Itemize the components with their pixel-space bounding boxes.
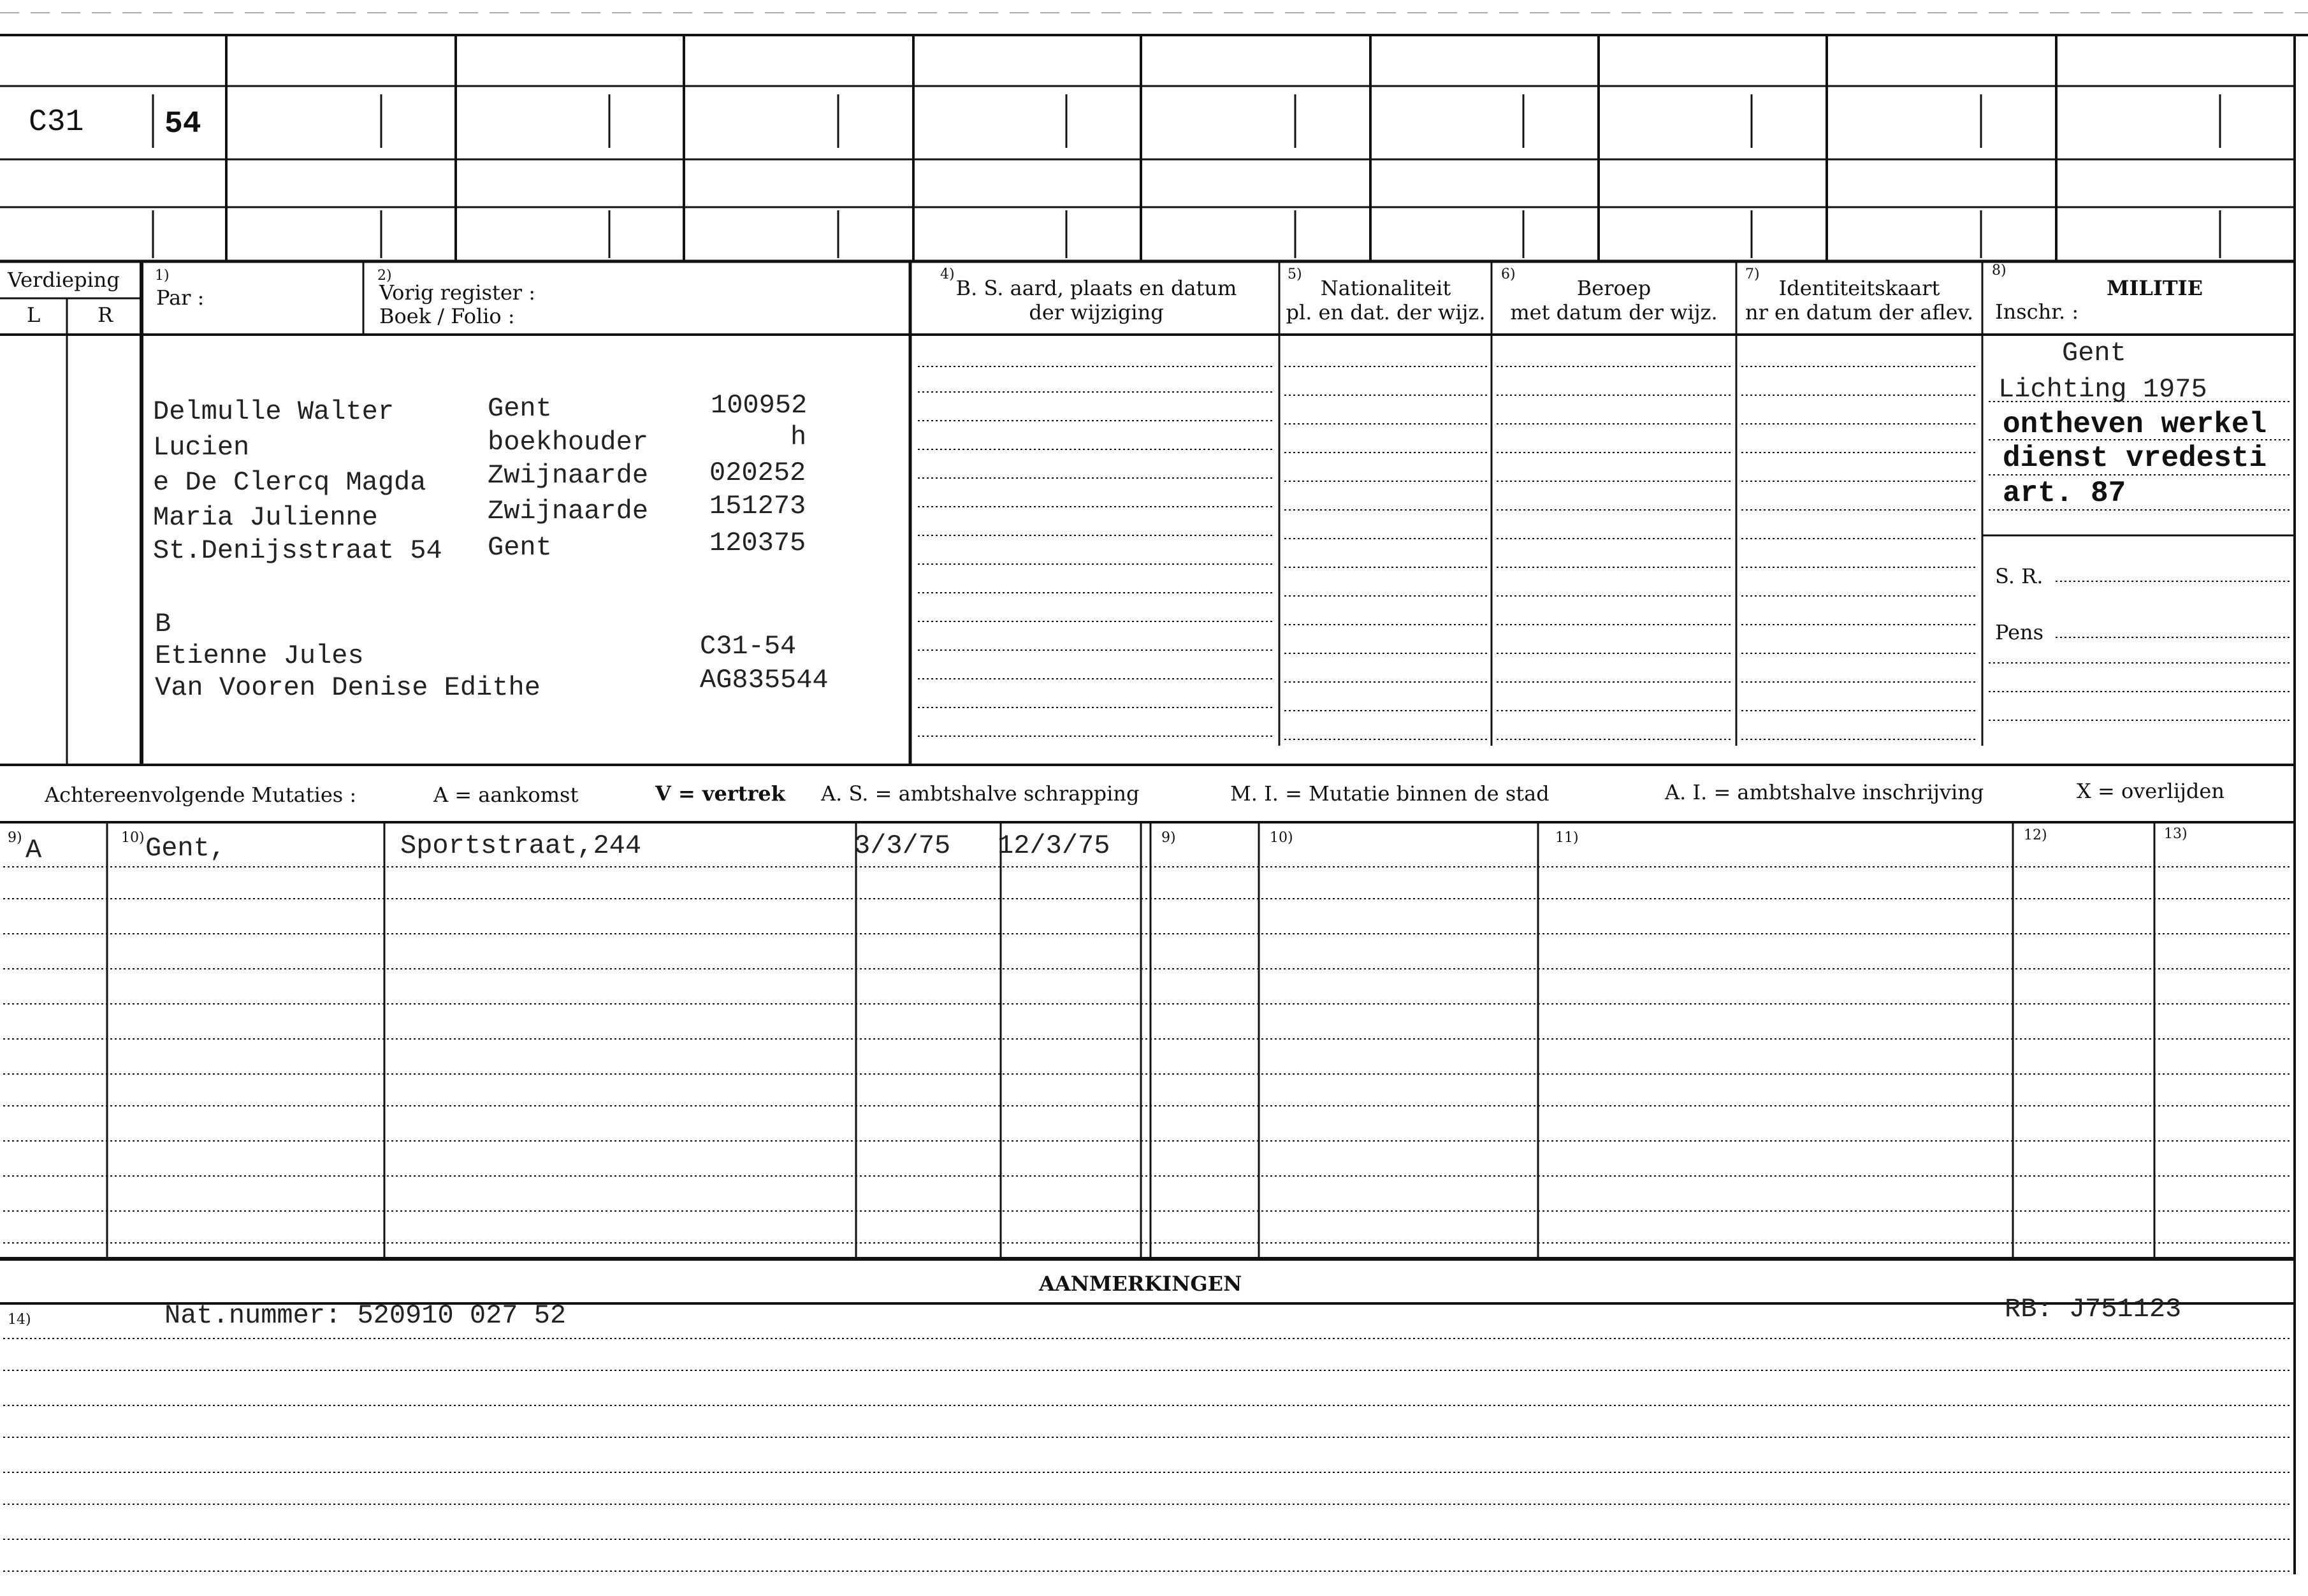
note-5: 5): [1288, 266, 1302, 282]
par-label: Par :: [156, 286, 205, 310]
note-4: 4): [940, 266, 955, 282]
col5-header-line2: pl. en dat. der wijz.: [1286, 300, 1486, 324]
boek-folio-label: Boek / Folio :: [379, 304, 515, 328]
militie-title: MILITIE: [2107, 276, 2203, 300]
person-line3-place: Zwijnaarde: [488, 460, 649, 491]
col6-header: [1493, 276, 1734, 324]
col4-header-line2: der wijziging: [1029, 300, 1164, 324]
note-1: 1): [155, 268, 170, 284]
legend-mi: M. I. = Mutatie binnen de stad: [1230, 781, 1550, 806]
person-line8-code: AG835544: [700, 665, 829, 695]
militie-lichting: Lichting 1975: [1998, 374, 2207, 405]
sr-label: S. R.: [1995, 564, 2043, 588]
person-line5-name: St.Denijsstraat 54: [153, 535, 442, 566]
legend-ai: A. I. = ambtshalve inschrijving: [1665, 780, 1984, 804]
note-2: 2): [377, 268, 392, 284]
mut-note-13: 13): [2164, 826, 2188, 842]
mutation-date2: 12/3/75: [998, 831, 1110, 861]
person-line3-name: e De Clercq Magda: [153, 467, 426, 498]
col7-header-line1: Identiteitskaart: [1778, 276, 1940, 300]
person-line1-date: 100952: [711, 390, 808, 421]
mut-note-9b: 9): [1161, 830, 1176, 846]
mutation-date1: 3/3/75: [854, 831, 951, 861]
person-line2-date: h: [790, 422, 807, 453]
legend-v: V = vertrek: [655, 781, 785, 806]
mut-note-10a: 10): [121, 830, 145, 846]
mut-note-10b: 10): [1270, 830, 1293, 846]
verdieping-label: Verdieping: [8, 268, 120, 292]
col5-header: [1281, 276, 1490, 324]
col4-header: [918, 276, 1275, 324]
mut-note-11: 11): [1555, 830, 1579, 846]
legend-x: X = overlijden: [2077, 779, 2225, 803]
note-14: 14): [8, 1312, 31, 1328]
militie-place: Gent: [2062, 338, 2126, 368]
mut-note-12: 12): [2024, 827, 2047, 843]
legend-as: A. S. = ambtshalve schrapping: [821, 781, 1140, 806]
militie-note2: dienst vredesti: [2003, 442, 2267, 475]
person-line4-name: Maria Julienne: [153, 502, 378, 533]
note-8: 8): [1992, 263, 2007, 279]
mutation-street: Sportstraat,244: [400, 831, 642, 861]
note-7: 7): [1745, 266, 1760, 282]
legend-a: A = aankomst: [433, 783, 579, 807]
person-line3-date: 020252: [709, 458, 806, 488]
col-r-label: R: [98, 303, 113, 327]
note-6: 6): [1501, 266, 1516, 282]
mutation-type: A: [25, 835, 42, 866]
col4-header-line1: B. S. aard, plaats en datum: [955, 276, 1237, 300]
col5-header-line1: Nationaliteit: [1320, 276, 1451, 300]
militie-note1: ontheven werkel: [2003, 408, 2267, 441]
person-line7-code: C31-54: [700, 631, 797, 662]
person-line1-place: Gent: [488, 393, 552, 424]
person-line4-place: Zwijnaarde: [488, 496, 649, 526]
person-line2-name: Lucien: [153, 432, 250, 463]
col7-header-line2: nr en datum der aflev.: [1745, 300, 1974, 324]
mutation-city: Gent,: [145, 833, 226, 864]
person-line5-place: Gent: [488, 532, 552, 563]
person-line8-name: Van Vooren Denise Edithe: [155, 672, 541, 703]
remarks-title: AANMERKINGEN: [1039, 1272, 1242, 1296]
house-number: 54: [164, 107, 201, 141]
nat-number: Nat.nummer: 520910 027 52: [164, 1300, 567, 1331]
col7-header: [1738, 276, 1980, 324]
rb-number: RB: J751123: [2005, 1294, 2182, 1324]
pens-label: Pens: [1995, 620, 2044, 644]
person-line7-name: Etienne Jules: [155, 641, 364, 671]
militie-note3: art. 87: [2003, 477, 2126, 510]
legend-title: Achtereenvolgende Mutaties :: [45, 783, 357, 807]
col6-header-line1: Beroep: [1576, 276, 1651, 300]
person-line5-date: 120375: [709, 528, 806, 558]
person-line2-place: boekhouder: [488, 427, 649, 458]
col6-header-line2: met datum der wijz.: [1510, 300, 1718, 324]
inschr-label: Inschr. :: [1995, 300, 2079, 324]
vorig-register-label: Vorig register :: [379, 280, 536, 305]
person-line4-date: 151273: [709, 491, 806, 521]
col-l-label: L: [27, 303, 41, 327]
person-line1-name: Delmulle Walter: [153, 396, 395, 427]
section-code: C31: [29, 105, 84, 140]
mut-note-9a: 9): [8, 830, 22, 846]
person-line6-b: B: [155, 609, 171, 639]
